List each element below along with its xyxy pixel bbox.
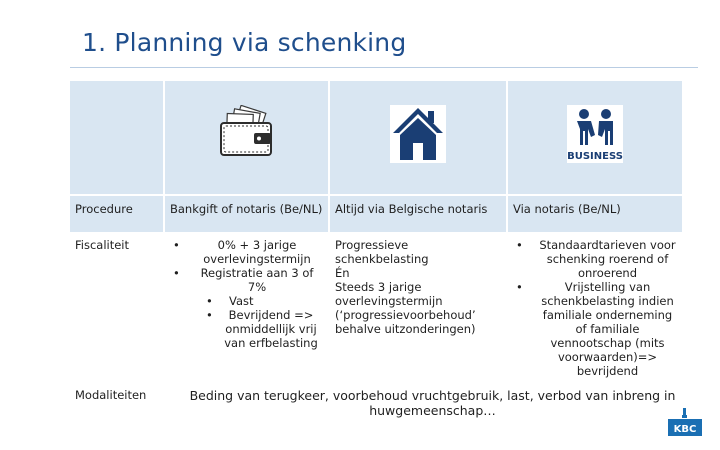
- procedure-business-cell: [508, 196, 682, 232]
- list-item: • Standaardtarieven voor schenking roerend of onroerend: [516, 238, 676, 280]
- fiscaliteit-house-line: Steeds 3 jarige overlevingstermijn (‘progressievoorbehoud’ behalve uitzonderingen): [335, 280, 476, 336]
- icon-cell-business: [508, 81, 682, 194]
- svg-text:KBC: KBC: [673, 424, 697, 435]
- procedure-wallet-text: Bankgift of notaris (Be/NL): [170, 202, 323, 216]
- wallet-money-icon: [218, 105, 276, 167]
- icon-header-empty-cell: [70, 81, 163, 194]
- modaliteiten-text: Beding van terugkeer, voorbehoud vruchtgebruik, last, verbod van inbreng in huwgemeenschap…: [189, 388, 676, 418]
- row-label-cell: [70, 382, 163, 424]
- list-item: • 0% + 3 jarige overlevingstermijn: [173, 238, 311, 266]
- slide-title: 1. Planning via schenking: [82, 28, 407, 57]
- procedure-business-text: Via notaris (Be/NL): [513, 202, 621, 216]
- procedure-wallet-cell: [165, 196, 328, 232]
- house-icon: [390, 105, 446, 167]
- fiscaliteit-wallet-content: [170, 238, 320, 350]
- fiscaliteit-house-line: Progressieve schenkbelasting: [335, 238, 429, 266]
- fiscaliteit-house-cell: [330, 232, 506, 382]
- icon-cell-wallet: [165, 81, 328, 194]
- fiscaliteit-business-content: [513, 238, 678, 378]
- list-item: • Registratie aan 3 of 7%: [173, 266, 314, 294]
- title-divider: [70, 67, 698, 68]
- business-handshake-icon: [567, 105, 623, 167]
- table-row-fiscaliteit: [70, 232, 682, 382]
- list-item: • Vrijstelling van schenkbelasting indien familiale onderneming of familiale vennootschap (mits voorwaarden)=> bevrijdend: [516, 280, 674, 378]
- row-label-cell: [70, 232, 163, 382]
- kbc-logo: [668, 408, 702, 440]
- sub-list-item: • Bevrijdend => onmiddellijk vrij van erfbelasting: [206, 308, 318, 350]
- sub-list-item: • Vast: [206, 294, 254, 308]
- procedure-house-text: Altijd via Belgische notaris: [335, 202, 488, 216]
- fiscaliteit-wallet-cell: [165, 232, 328, 382]
- table-row-procedure: [70, 196, 682, 232]
- svg-text:BUSINESS: BUSINESS: [567, 151, 623, 162]
- fiscaliteit-business-cell: [508, 232, 682, 382]
- modaliteiten-cell: [165, 382, 682, 424]
- fiscaliteit-house-line: Én: [335, 266, 350, 280]
- row-label-fiscaliteit: Fiscaliteit: [75, 238, 130, 252]
- row-label-cell: [70, 196, 163, 232]
- icon-header-row: [70, 81, 682, 194]
- fiscaliteit-house-content: [335, 238, 502, 336]
- table-row-modaliteiten: [70, 382, 682, 424]
- row-label-modaliteiten: Modaliteiten: [75, 388, 147, 402]
- icon-cell-house: [330, 81, 506, 194]
- row-label-procedure: Procedure: [75, 202, 133, 216]
- procedure-house-cell: [330, 196, 506, 232]
